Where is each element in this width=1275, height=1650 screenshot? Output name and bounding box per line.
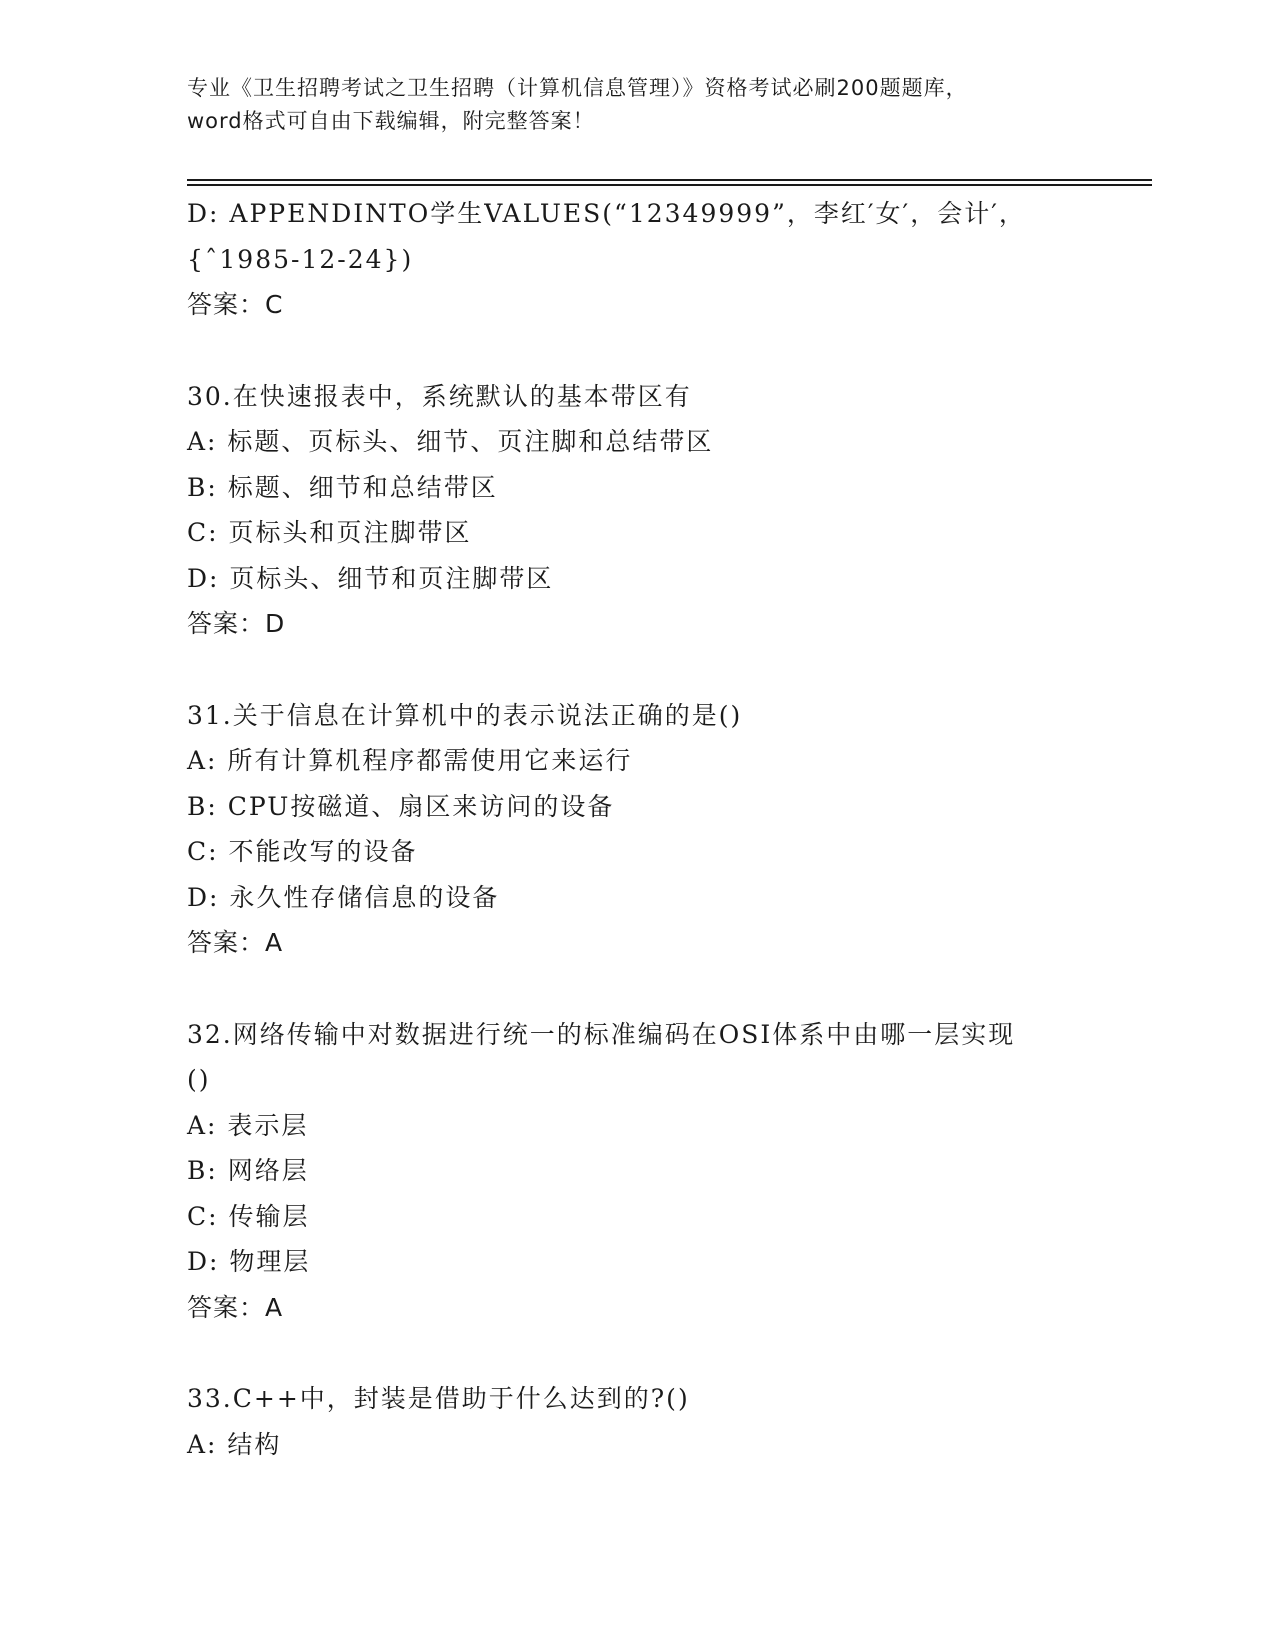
option-c: C: 页标头和页注脚带区 [187,518,472,547]
answer-label: 答案：A [187,1292,284,1322]
question-block [187,1012,1087,1331]
option-a: A: 所有计算机程序都需使用它来运行 [187,746,633,775]
option-a: A: 表示层 [187,1110,309,1140]
option-b: B: 网络层 [187,1156,309,1185]
header-title-line-2: word格式可自由下载编辑，附完整答案！ [187,109,595,133]
spacer [187,647,1087,693]
header-title-line-1: 专业《卫生招聘考试之卫生招聘（计算机信息管理）》资格考试必刷200题题库， [187,76,968,100]
question-block [187,693,1087,966]
option-d: D: 页标头、细节和页注脚带区 [187,563,554,593]
option-d: D: APPENDINTO学生VALUES(“12349999”，李红′女′，会计′， [187,199,1026,228]
answer-label: 答案：D [187,609,286,638]
option-c: C: 传输层 [187,1201,310,1231]
question-block [187,191,1087,328]
question-stem: 30.在快速报表中，系统默认的基本带区有 [187,381,692,411]
header-divider-bottom [187,184,1152,186]
question-block [187,1376,1087,1467]
question-stem: 31.关于信息在计算机中的表示说法正确的是() [187,700,743,730]
spacer [187,328,1087,374]
answer-label: 答案：C [187,290,284,319]
spacer [187,966,1087,1012]
option-d: D: 物理层 [187,1247,311,1276]
question-list [187,191,1087,1467]
option-a: A: 结构 [187,1429,282,1459]
question-block [187,374,1087,647]
spacer [187,1330,1087,1376]
question-stem: 32.网络传输中对数据进行统一的标准编码在OSI体系中由哪一层实现 [187,1019,1016,1049]
option-d: D: 永久性存储信息的设备 [187,882,500,912]
header-divider-top [187,179,1152,181]
question-stem-continued: () [187,1065,211,1094]
option-a: A: 标题、页标头、细节、页注脚和总结带区 [187,427,714,456]
option-d-continued: {ˆ1985-12-24}) [187,244,414,274]
option-b: B: CPU按磁道、扇区来访问的设备 [187,791,615,821]
answer-label: 答案：A [187,928,284,957]
document-header [187,72,1087,138]
option-b: B: 标题、细节和总结带区 [187,472,498,502]
option-c: C: 不能改写的设备 [187,837,418,866]
question-stem: 33.C++中，封装是借助于什么达到的?() [187,1384,690,1413]
